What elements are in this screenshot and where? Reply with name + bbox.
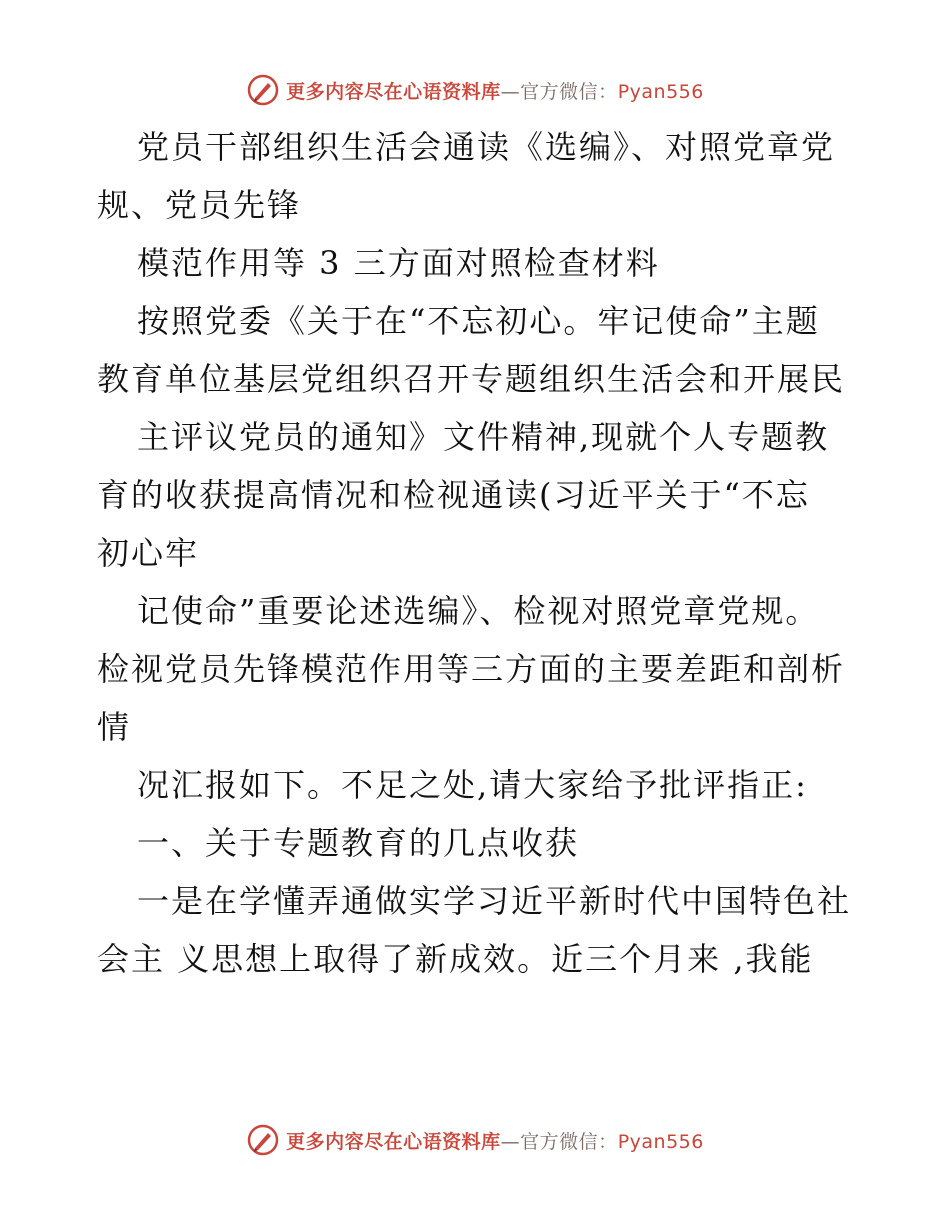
document-body bbox=[97, 118, 857, 988]
text-line: 党员干部组织生活会通读《选编》、对照党章党 bbox=[137, 128, 836, 166]
text-line: 规、党员先锋 bbox=[97, 186, 302, 224]
banner-brand: 更多内容尽在心语资料库 bbox=[286, 1130, 501, 1153]
text-line: 况汇报如下。不足之处,请大家给予批评指正: bbox=[137, 766, 808, 804]
text-line: 检视党员先锋模范作用等三方面的主要差距和剖析 bbox=[97, 650, 846, 688]
banner-brand: 更多内容尽在心语资料库 bbox=[286, 80, 501, 103]
banner-separator: — bbox=[500, 80, 521, 103]
text-line: 教育单位基层党组织召开专题组织生活会和开展民 bbox=[97, 360, 846, 398]
text-line: 会主 义思想上取得了新成效。近三个月来 ,我能 bbox=[97, 940, 814, 978]
banner-wechat-label: 官方微信： bbox=[520, 80, 618, 103]
pen-logo-icon bbox=[246, 1123, 280, 1157]
footer-banner-text bbox=[286, 1127, 704, 1154]
text-line: 按照党委《关于在“不忘初心。牢记使命”主题 bbox=[137, 302, 820, 340]
pen-logo-icon bbox=[246, 73, 280, 107]
banner-separator: — bbox=[500, 1130, 521, 1153]
text-line: 模范作用等 3 三方面对照检查材料 bbox=[137, 244, 660, 282]
text-line: 育的收获提高情况和检视通读(习近平关于“不忘 bbox=[97, 476, 810, 514]
text-line: 一是在学懂弄通做实学习近平新时代中国特色社 bbox=[137, 882, 852, 920]
footer-banner bbox=[0, 1120, 950, 1160]
banner-wechat-label: 官方微信： bbox=[520, 1130, 618, 1153]
banner-wechat-id: Pyan556 bbox=[617, 1130, 704, 1153]
text-line: 初心牢 bbox=[97, 534, 200, 572]
header-banner-text bbox=[286, 77, 704, 104]
text-line: 记使命”重要论述选编》、检视对照党章党规。 bbox=[137, 592, 820, 630]
text-line: 主评议党员的通知》文件精神,现就个人专题教 bbox=[137, 418, 830, 456]
header-banner bbox=[0, 70, 950, 110]
text-line: 一、关于专题教育的几点收获 bbox=[137, 824, 580, 862]
banner-wechat-id: Pyan556 bbox=[617, 80, 704, 103]
text-line: 情 bbox=[97, 708, 132, 746]
